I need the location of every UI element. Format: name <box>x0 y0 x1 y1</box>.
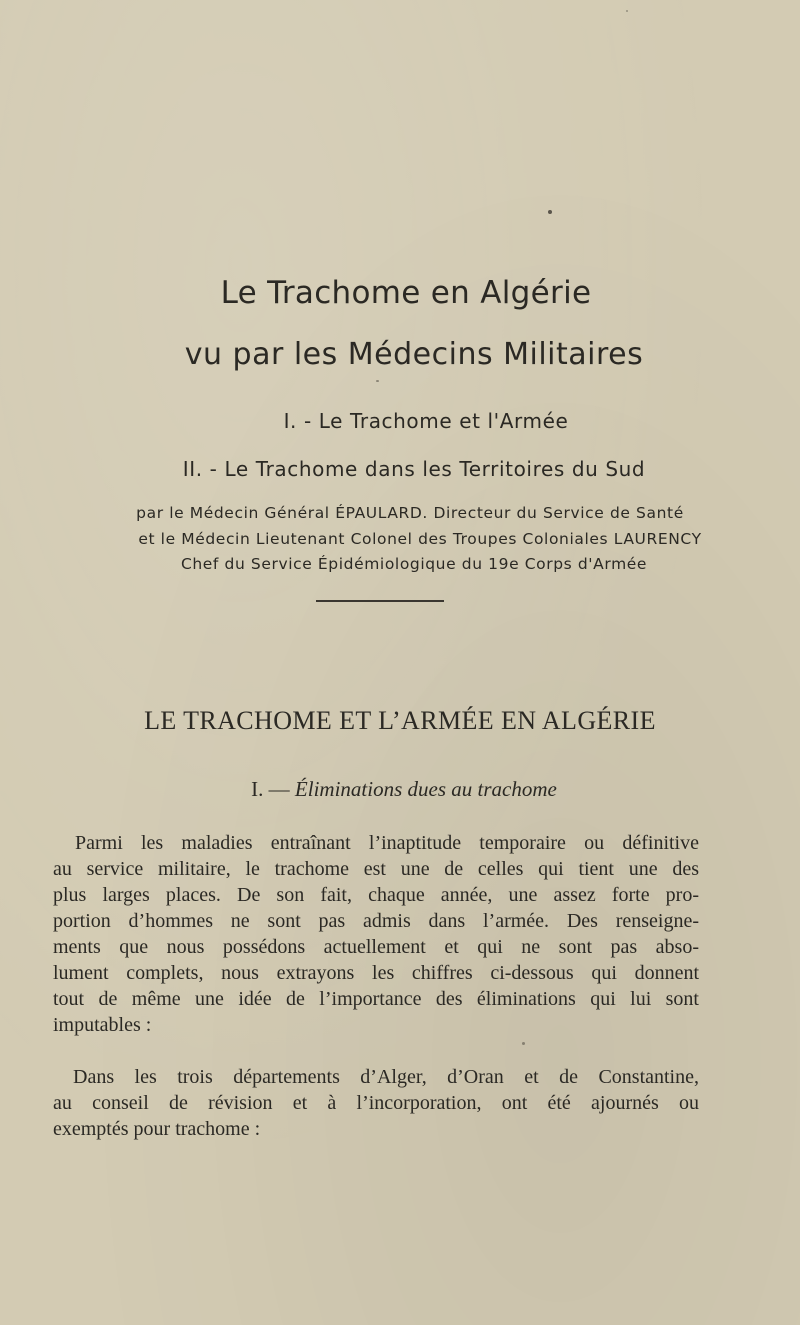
subheading <box>0 777 800 802</box>
subheading-text: Éliminations dues au trachome <box>294 777 557 801</box>
paragraph-line: imputables : <box>53 1014 152 1036</box>
paper-speck <box>626 10 628 12</box>
subheading-number: I. — <box>251 777 290 801</box>
paper-speck <box>522 1042 525 1045</box>
paragraph-line: tout de même une idée de l’importance des éliminations qui lui sont <box>53 988 699 1010</box>
paragraph-line: Dans les trois départements d’Alger, d’Oran et de Constantine, <box>73 1066 699 1088</box>
section-heading-2: II. - Le Trachome dans les Territoires du Sud <box>182 457 646 481</box>
chapter-title: LE TRACHOME ET L’ARMÉE EN ALGÉRIE <box>144 706 656 735</box>
body-paragraph-2 <box>53 1064 699 1142</box>
paragraph-line: exemptés pour trachome : <box>53 1118 261 1140</box>
paper-speck <box>376 380 379 382</box>
title-line-2: vu par les Médecins Militaires <box>184 337 644 372</box>
paragraph-line: au service militaire, le trachome est une de celles qui tient une des <box>53 858 699 880</box>
paragraph-line: Parmi les maladies entraînant l’inaptitude temporaire ou définitive <box>75 832 699 854</box>
paragraph-line: plus larges places. De son fait, chaque année, une assez forte pro- <box>53 884 699 906</box>
paragraph-line: lument complets, nous extrayons les chiffres ci-dessous qui donnent <box>53 962 699 984</box>
authors-line-3: Chef du Service Épidémiologique du 19e Corps d'Armée <box>180 555 648 573</box>
paragraph-line: au conseil de révision et à l’incorporation, ont été ajournés ou <box>53 1092 699 1114</box>
section-heading-1: I. - Le Trachome et l'Armée <box>283 409 569 433</box>
title-line-1: Le Trachome en Algérie <box>220 275 592 311</box>
authors-line-1: par le Médecin Général ÉPAULARD. Directeur du Service de Santé <box>136 504 684 522</box>
authors-line-2: et le Médecin Lieutenant Colonel des Troupes Coloniales LAURENCY <box>138 530 702 548</box>
paragraph-line: portion d’hommes ne sont pas admis dans l’armée. Des renseigne- <box>53 910 699 932</box>
paragraph-line: ments que nous possédons actuellement et qui ne sont pas abso- <box>53 936 699 958</box>
paper-speck <box>548 210 552 214</box>
separator-rule <box>316 600 444 602</box>
body-paragraph-1 <box>53 830 699 1038</box>
